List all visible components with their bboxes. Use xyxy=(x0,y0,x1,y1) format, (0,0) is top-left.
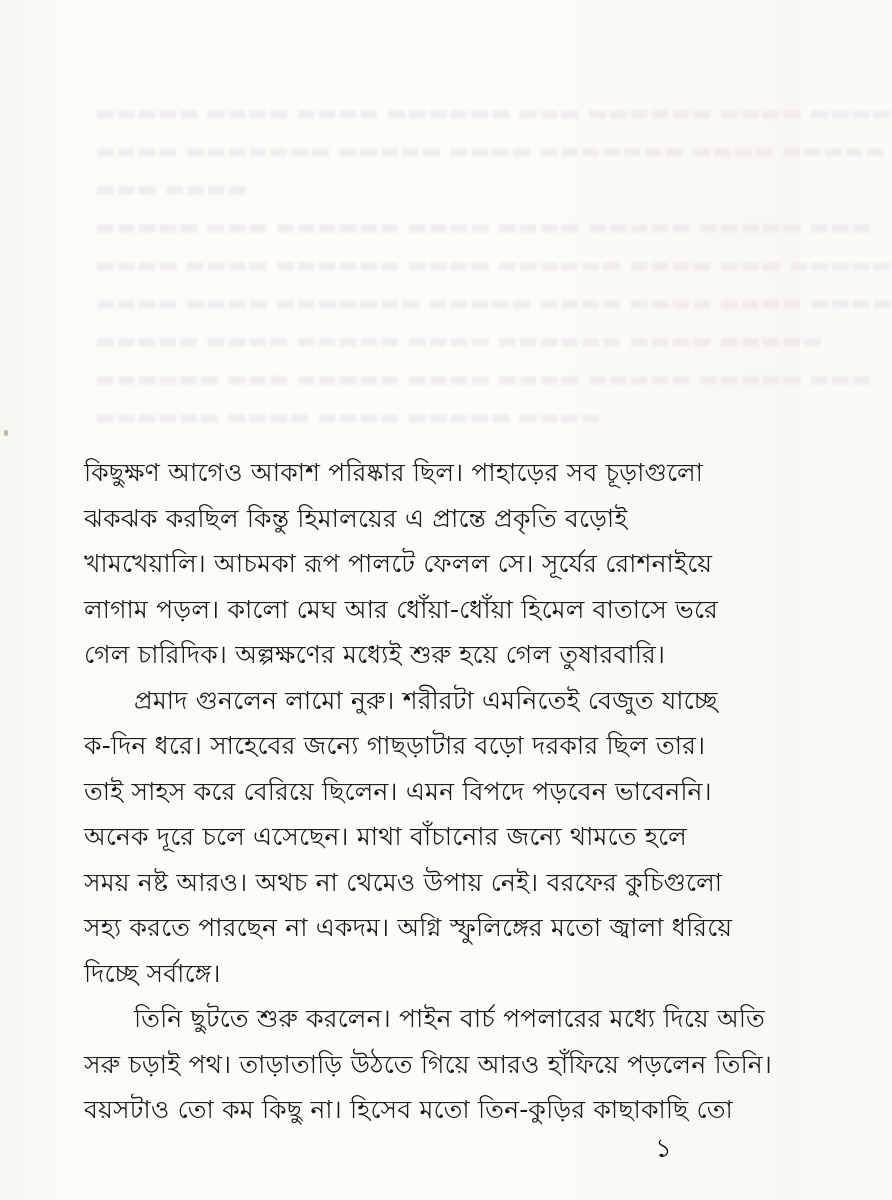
text-line: লাগাম পড়ল। কালো মেঘ আর ধোঁয়া-ধোঁয়া হিমেল বাতাসে ভরে xyxy=(84,594,718,624)
paragraph-2 xyxy=(84,678,733,997)
body-text xyxy=(84,450,773,1133)
paragraph-3 xyxy=(84,996,773,1133)
text-line: গেল চারিদিক। অল্পক্ষণের মধ্যেই শুরু হয়ে গেল তুষারবারি। xyxy=(84,640,666,669)
show-through-text: ▬▬▬▬▬ ▬▬▬▬ ▬▬▬▬ ▬▬▬▬▬▬ ▬▬▬ ▬▬▬▬▬▬ ▬▬▬▬ ▬▬▬▬ ▬▬▬▬ ▬▬▬▬▬▬▬ ▬▬▬▬▬ ▬▬▬▬ ▬▬▬▬▬▬▬ ▬▬▬▬ ▬▬▬▬▬ ▬▬▬ ▬▬▬▬ ▬▬▬▬▬ ▬▬▬ ▬▬▬▬▬▬ ▬▬▬▬ ▬▬▬▬ ▬▬▬▬▬ ▬▬▬▬▬ ▬▬▬ ▬▬▬▬ ▬▬▬▬ ▬▬▬▬▬▬ ▬▬▬▬ ▬▬▬▬▬▬ ▬▬▬▬ ▬▬▬ ▬▬▬▬▬ ▬▬▬▬ ▬▬▬▬ ▬▬▬▬▬▬▬ ▬▬▬▬▬ ▬▬▬▬ ▬▬▬▬ ▬▬▬▬ ▬▬▬▬ ▬▬▬▬▬ ▬▬▬▬ ▬▬▬▬▬ ▬▬▬▬ ▬▬▬▬▬▬ ▬▬▬▬ ▬▬▬▬▬ ▬▬▬▬▬▬ ▬▬▬ ▬▬▬▬▬ ▬▬▬▬ ▬▬▬▬ ▬▬▬▬▬ ▬▬▬▬▬ ▬▬▬ ▬▬▬▬▬▬ ▬▬▬▬ ▬▬▬▬ ▬▬▬▬▬ ▬▬▬▬ xyxy=(95,101,892,430)
text-line: কিছুক্ষণ আগেও আকাশ পরিষ্কার ছিল। পাহাড়ের সব চূড়াগুলো xyxy=(84,458,704,487)
paragraph-1 xyxy=(84,450,718,678)
text-line: তিনি ছুটতে শুরু করলেন। পাইন বার্চ পপলারের মধ্যে দিয়ে অতি xyxy=(134,1004,765,1033)
text-line: ঝকঝক করছিল কিন্তু হিমালয়ের এ প্রান্তে প্রকৃতি বড়োই xyxy=(84,503,628,533)
page-edge-speck xyxy=(4,430,8,436)
text-line: প্রমাদ গুনলেন লামো নুরু। শরীরটা এমনিতেই বেজুত যাচ্ছে xyxy=(134,685,718,715)
text-line: খামখেয়ালি। আচমকা রূপ পালটে ফেলল সে। সূর্যের রোশনাইয়ে xyxy=(84,549,713,578)
text-line: তাই সাহস করে বেরিয়ে ছিলেন। এমন বিপদে পড়বেন ভাবেননি। xyxy=(84,776,712,806)
text-line: দিচ্ছে সর্বাঙ্গে। xyxy=(84,958,221,988)
page-number: ১ xyxy=(655,1134,672,1164)
text-line: সহ্য করতে পারছেন না একদম। অগ্নি স্ফুলিঙ্গের মতো জ্বালা ধরিয়ে xyxy=(84,913,733,942)
text-line: বয়সটাও তো কম কিছু না। হিসেব মতো তিন-কুড়ির কাছাকাছি তো xyxy=(84,1095,733,1124)
text-line: অনেক দূরে চলে এসেছেন। মাথা বাঁচানোর জন্যে থামতে হলে xyxy=(84,822,687,851)
text-line: ক-দিন ধরে। সাহেবের জন্যে গাছড়াটার বড়ো দরকার ছিল তার। xyxy=(84,731,706,760)
text-line: সময় নষ্ট আরও। অথচ না থেমেও উপায় নেই। বরফের কুচিগুলো xyxy=(84,867,723,897)
text-line: সরু চড়াই পথ। তাড়াতাড়ি উঠতে গিয়ে আরও হাঁফিয়ে পড়লেন তিনি। xyxy=(84,1049,773,1079)
